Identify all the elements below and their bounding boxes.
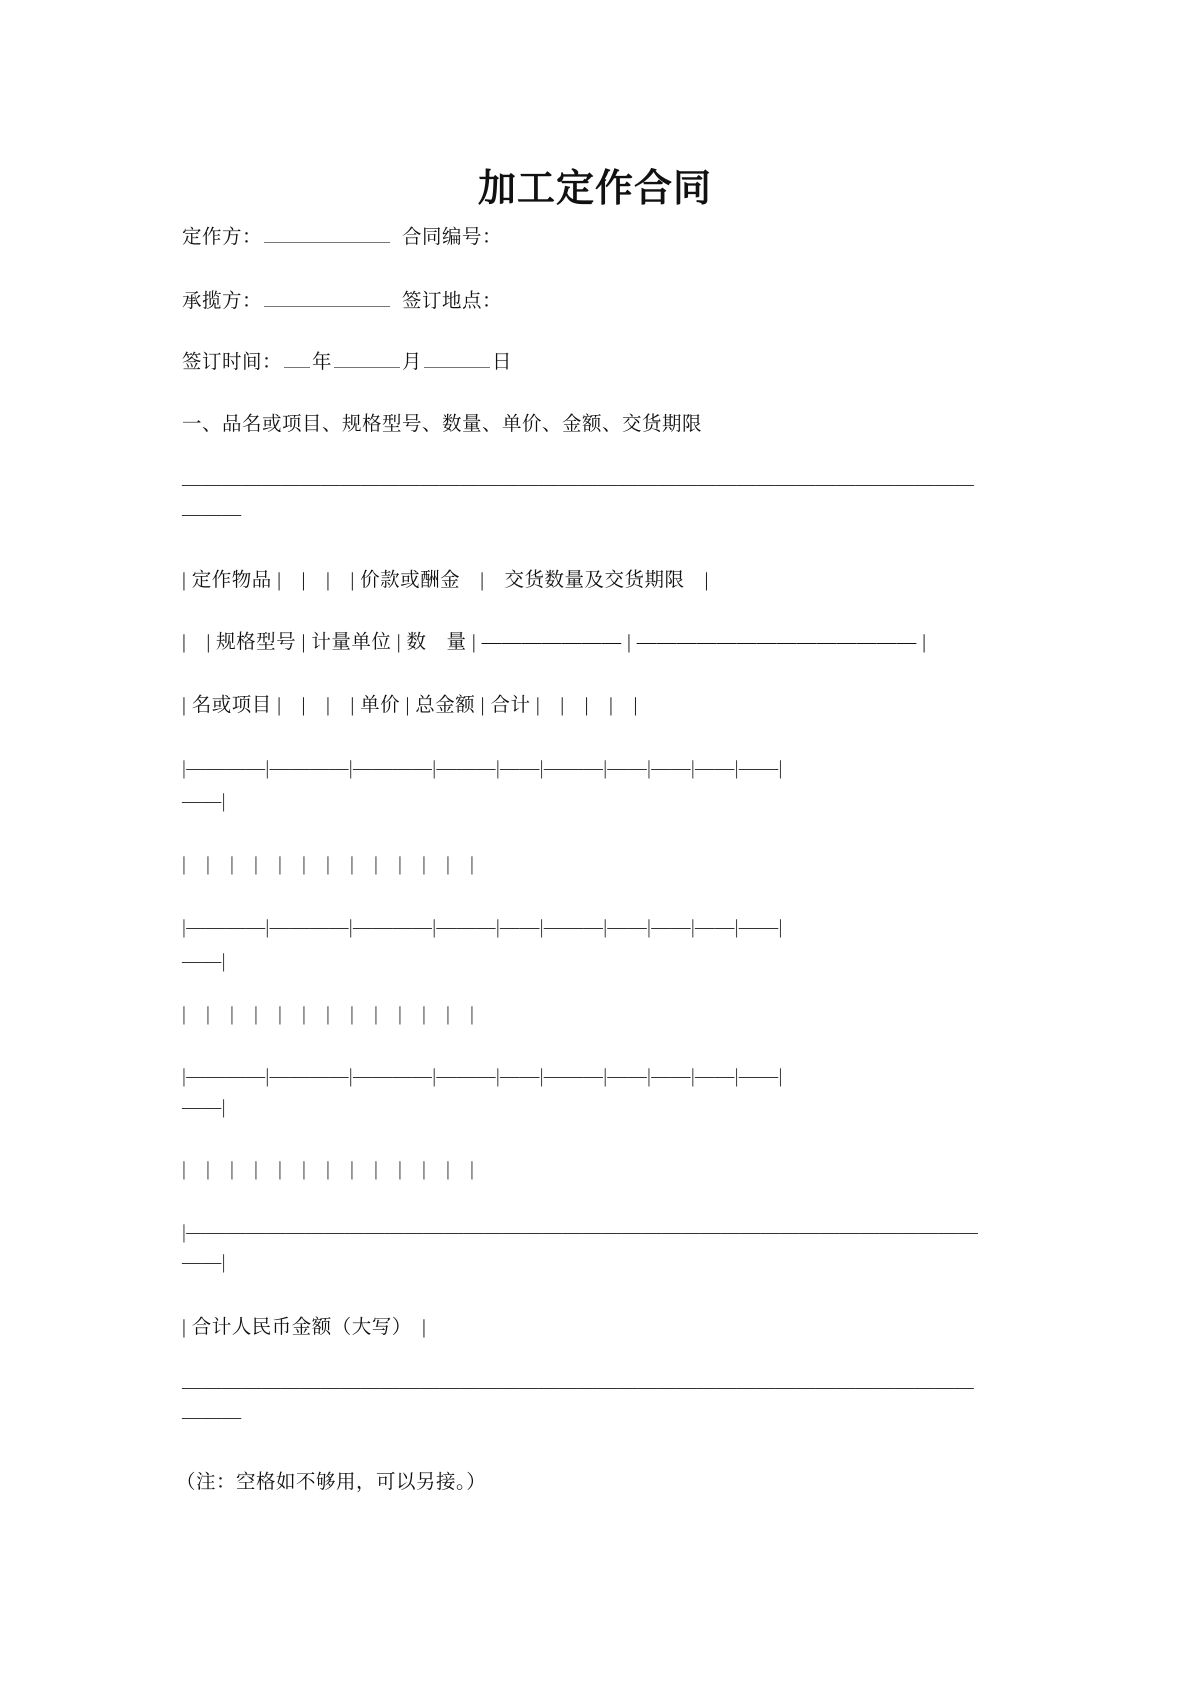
day-blank[interactable] bbox=[424, 349, 490, 368]
table-header-row-3: | 名或项目 | | | | 单价 | 总金额 | 合计 | | | | | bbox=[182, 695, 638, 716]
year-blank[interactable] bbox=[284, 349, 310, 368]
table-separator-3-line-1: |————|————|————|———|——|———|——|——|——|——| bbox=[182, 1066, 783, 1087]
bottom-rule-line-2: ——— bbox=[182, 1407, 242, 1428]
table-header-row-2: | | 规格型号 | 计量单位 | 数 量 | ——————— | —————————————— | bbox=[182, 632, 927, 653]
signing-time-label: 签订时间： bbox=[182, 352, 283, 373]
contractor-label: 承揽方： bbox=[182, 291, 263, 312]
day-label: 日 bbox=[492, 352, 513, 373]
contract-no-label: 合同编号： bbox=[402, 227, 503, 248]
footnote: （注：空格如不够用，可以另接。） bbox=[176, 1472, 487, 1493]
table-empty-row-1: | | | | | | | | | | | | | bbox=[182, 854, 475, 875]
long-rule-line-1: |———————————————————————————————————————— bbox=[182, 1222, 979, 1243]
document-title: 加工定作合同 bbox=[477, 166, 712, 210]
orderer-label: 定作方： bbox=[182, 227, 263, 248]
table-empty-row-2: | | | | | | | | | | | | | bbox=[182, 1004, 475, 1025]
signing-time-line bbox=[182, 349, 512, 377]
contractor-blank[interactable] bbox=[264, 288, 390, 307]
section-1-heading: 一、品名或项目、规格型号、数量、单价、金额、交货期限 bbox=[182, 414, 703, 435]
table-empty-row-3: | | | | | | | | | | | | | bbox=[182, 1159, 475, 1180]
top-rule-line-1: ———————————————————————————————————————— bbox=[182, 474, 974, 495]
signing-place-label: 签订地点： bbox=[402, 291, 503, 312]
top-rule-line-2: ——— bbox=[182, 504, 242, 525]
orderer-line bbox=[182, 224, 502, 252]
table-header-row-1: | 定作物品 | | | | 价款或酬金 | 交货数量及交货期限 | bbox=[182, 570, 709, 591]
orderer-blank[interactable] bbox=[264, 224, 390, 243]
table-separator-2-line-2: ——| bbox=[182, 951, 226, 972]
month-label: 月 bbox=[402, 352, 423, 373]
table-separator-2-line-1: |————|————|————|———|——|———|——|——|——|——| bbox=[182, 917, 783, 938]
table-separator-3-line-2: ——| bbox=[182, 1097, 226, 1118]
table-separator-1-line-1: |————|————|————|———|——|———|——|——|——|——| bbox=[182, 758, 783, 779]
bottom-rule-line-1: ———————————————————————————————————————— bbox=[182, 1377, 974, 1398]
contractor-line bbox=[182, 288, 502, 316]
year-label: 年 bbox=[312, 352, 333, 373]
long-rule-line-2: ——| bbox=[182, 1252, 226, 1273]
total-amount-row: | 合计人民币金额（大写） | bbox=[182, 1317, 427, 1338]
table-separator-1-line-2: ——| bbox=[182, 791, 226, 812]
month-blank[interactable] bbox=[334, 349, 400, 368]
